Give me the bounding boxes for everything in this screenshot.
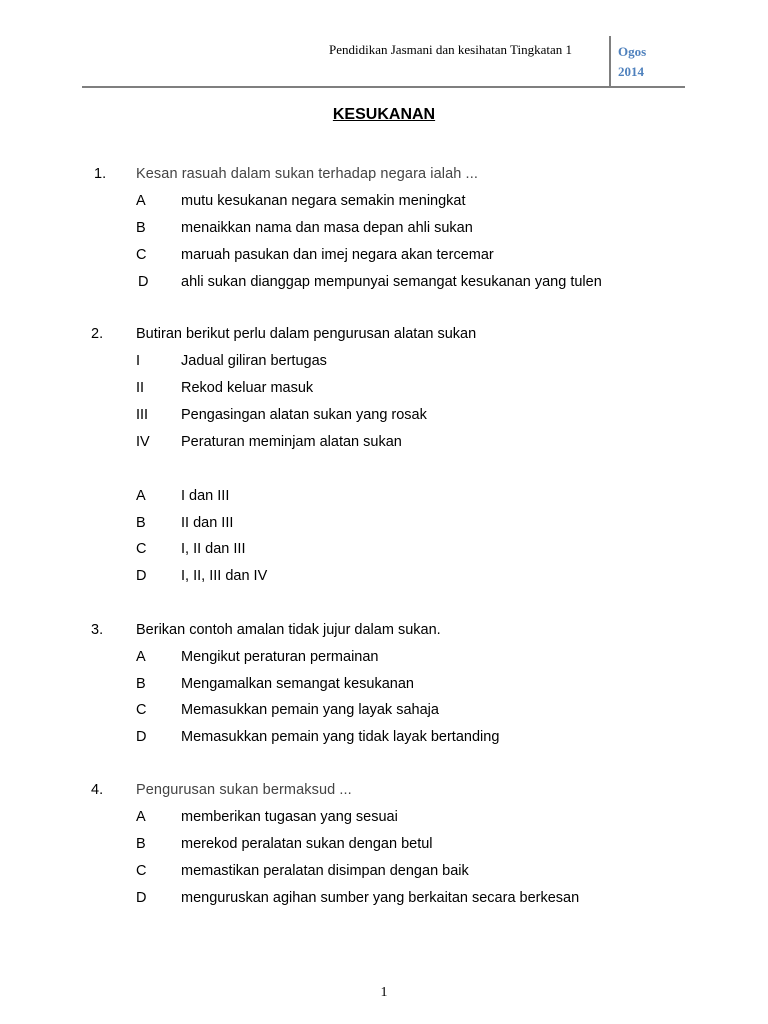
option-text: merekod peralatan sukan dengan betul (181, 836, 433, 852)
option-letter: C (136, 541, 147, 557)
item-roman: III (136, 407, 149, 423)
option-letter: A (136, 809, 146, 825)
option-text: menaikkan nama dan masa depan ahli sukan (181, 220, 473, 236)
option-letter: B (136, 515, 146, 531)
option-letter: C (136, 702, 147, 718)
option-text: maruah pasukan dan imej negara akan tercemar (181, 247, 494, 263)
option-text: Memasukkan pemain yang tidak layak bertanding (181, 729, 500, 745)
option-text: II dan III (181, 515, 234, 531)
option-letter: A (136, 488, 146, 504)
option-text: memberikan tugasan yang sesuai (181, 809, 398, 825)
header-rule (82, 86, 685, 88)
header-month: Ogos (618, 44, 647, 59)
question-number: 3. (91, 622, 104, 638)
option-letter: C (136, 247, 147, 263)
option-letter: B (136, 220, 146, 236)
option-letter: D (136, 890, 147, 906)
header-year: 2014 (618, 64, 644, 79)
option-text: Memasukkan pemain yang layak sahaja (181, 702, 439, 718)
option-letter: B (136, 676, 146, 692)
question-stem: Butiran berikut perlu dalam pengurusan alatan sukan (136, 326, 477, 342)
option-letter: D (136, 568, 147, 584)
option-text: I, II, III dan IV (181, 568, 268, 584)
header-date (618, 42, 646, 82)
option-text: ahli sukan dianggap mempunyai semangat kesukanan yang tulen (181, 274, 602, 290)
item-roman: I (136, 353, 141, 369)
option-text: Mengikut peraturan permainan (181, 649, 379, 665)
option-letter: D (138, 274, 149, 290)
header-divider (609, 36, 611, 87)
item-text: Rekod keluar masuk (181, 380, 314, 396)
question-stem: Pengurusan sukan bermaksud ... (136, 782, 352, 798)
option-letter: B (136, 836, 146, 852)
item-text: Jadual giliran bertugas (181, 353, 327, 369)
option-text: I, II dan III (181, 541, 246, 557)
item-roman: II (136, 380, 145, 396)
page-number: 1 (380, 985, 388, 1000)
header-title: Pendidikan Jasmani dan kesihatan Tingkatan 1 (329, 42, 573, 57)
option-text: Mengamalkan semangat kesukanan (181, 676, 414, 692)
question-stem: Berikan contoh amalan tidak jujur dalam sukan. (136, 622, 441, 638)
option-text: memastikan peralatan disimpan dengan baik (181, 863, 469, 879)
option-letter: A (136, 649, 146, 665)
question-number: 4. (91, 782, 104, 798)
question-number: 2. (91, 326, 104, 342)
question-stem: Kesan rasuah dalam sukan terhadap negara ialah ... (136, 166, 478, 182)
question-number: 1. (94, 166, 107, 182)
page-title: KESUKANAN (332, 106, 436, 123)
option-letter: D (136, 729, 147, 745)
option-text: mutu kesukanan negara semakin meningkat (181, 193, 466, 209)
item-roman: IV (136, 434, 150, 450)
option-letter: A (136, 193, 146, 209)
option-text: I dan III (181, 488, 230, 504)
item-text: Pengasingan alatan sukan yang rosak (181, 407, 427, 423)
option-text: menguruskan agihan sumber yang berkaitan secara berkesan (181, 890, 580, 906)
item-text: Peraturan meminjam alatan sukan (181, 434, 402, 450)
option-letter: C (136, 863, 147, 879)
